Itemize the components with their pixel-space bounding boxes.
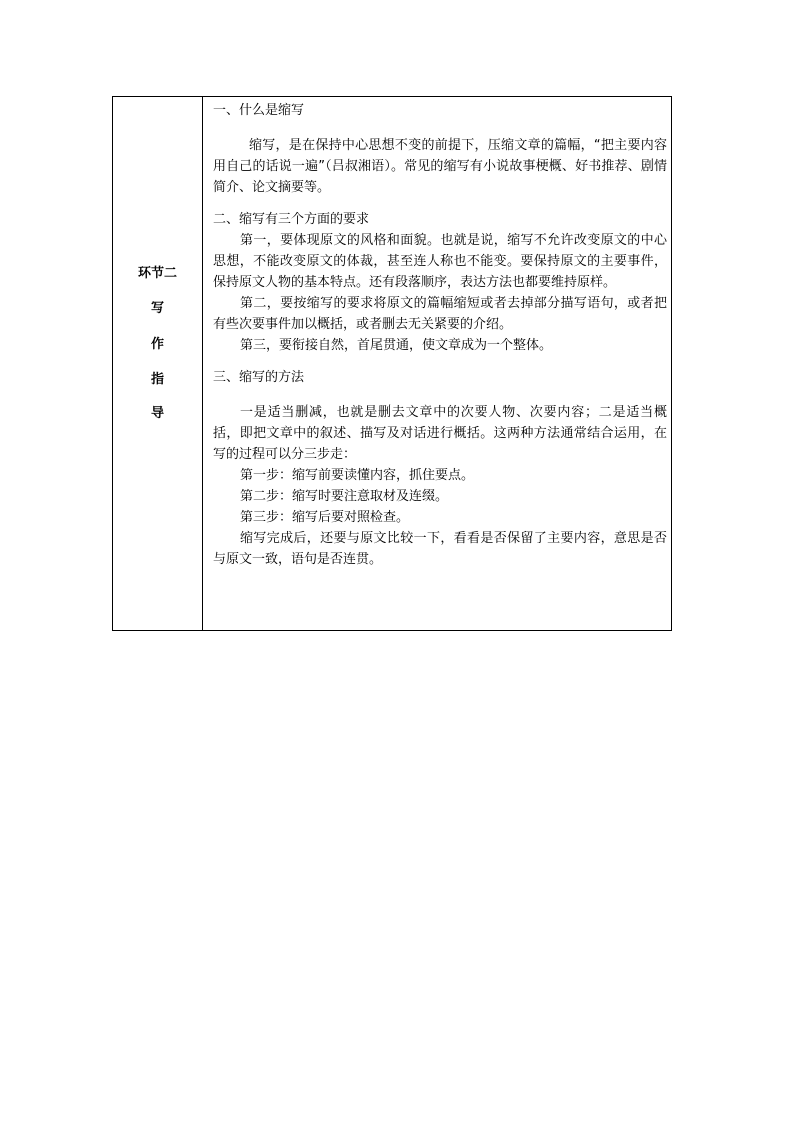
- section-2-paragraph-1: 第一，要体现原文的风格和面貌。也就是说，缩写不允许改变原文的中心思想，不能改变原文的体裁，甚至连人称也不能变。要保持原文的主要事件，保持原文人物的基本特点。还有段落顺序，表达方法也都要维持原样。: [213, 233, 667, 290]
- section-3-paragraph-2: 缩写完成后，还要与原文比较一下，看看是否保留了主要内容，意思是否与原文一致，语句是否连贯。: [213, 531, 667, 567]
- content-cell: [203, 97, 671, 630]
- section-label-char-1: 写: [150, 301, 164, 316]
- section-label-char-3: 指: [150, 372, 164, 387]
- section-label-char-4: 导: [150, 406, 164, 421]
- section-3-heading: 三、缩写的方法: [213, 370, 305, 385]
- section-2-paragraph-3: 第三，要衔接自然，首尾贯通，使文章成为一个整体。: [240, 338, 553, 353]
- section-label-cell: [113, 97, 203, 630]
- section-3-step-2: 第二步：缩写时要注意取材及连缀。: [240, 489, 449, 504]
- section-1-heading: 一、什么是缩写: [213, 103, 305, 118]
- section-3-step-1: 第一步：缩写前要读懂内容，抓住要点。: [240, 468, 475, 483]
- section-2-heading: 二、缩写有三个方面的要求: [213, 212, 370, 227]
- section-3-paragraph-1: 一是适当删减，也就是删去文章中的次要人物、次要内容；二是适当概括，即把文章中的叙述、描写及对话进行概括。这两种方法通常结合运用，在写的过程可以分三步走：: [213, 405, 667, 462]
- section-label-char-2: 作: [150, 337, 164, 352]
- section-3-step-3: 第三步：缩写后要对照检查。: [240, 510, 410, 525]
- section-label-title: 环节二: [137, 266, 177, 281]
- section-2-paragraph-2: 第二，要按缩写的要求将原文的篇幅缩短或者去掉部分描写语句，或者把有些次要事件加以概括，或者删去无关紧要的介绍。: [213, 296, 667, 332]
- lesson-table: [112, 96, 672, 631]
- section-1-paragraph: 缩写，是在保持中心思想不变的前提下，压缩文章的篇幅，“把主要内容用自己的话说一遍”（吕叔湘语）。常见的缩写有小说故事梗概、好书推荐、剧情简介、论文摘要等。: [213, 138, 667, 195]
